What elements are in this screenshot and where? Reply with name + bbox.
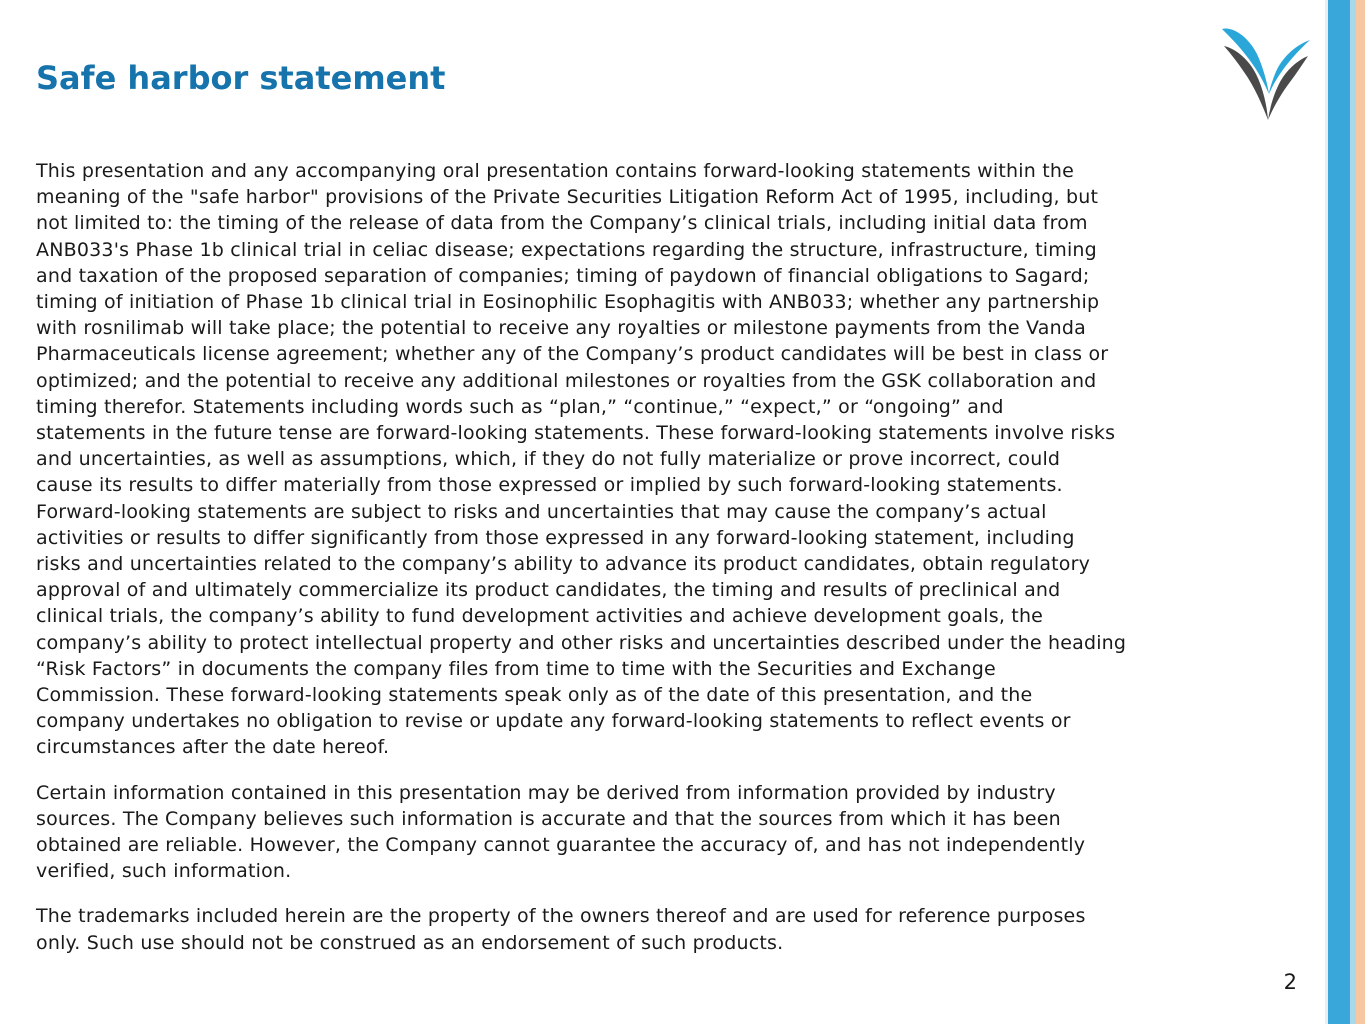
forward-looking-paragraph: This presentation and any accompanying oral presentation contains forward-looking statements within the meaning of the "safe harbor" provisions of the Private Securities Litigation Reform Act of 1995, including, but not limited to: the timing of the release of data from the Company’s clinical trials, including initial data from ANB033's Phase 1b clinical trial in celiac disease; expectations regarding the structure, infrastructure, timing and taxation of the proposed separation of companies; timing of paydown of financial obligations to Sagard; timing of initiation of Phase 1b clinical trial in Eosinophilic Esophagitis with ANB033; whether any partnership with rosnilimab will take place; the potential to receive any royalties or milestone payments from the Vanda Pharmaceuticals license agreement; whether any of the Company’s product candidates will be best in class or optimized; and the potential to receive any additional milestones or royalties from the GSK collaboration and timing therefor. Statements including words such as “plan,” “continue,” “expect,” or “ongoing” and statements in the future tense are forward-looking statements. These forward-looking statements involve risks and uncertainties, as well as assumptions, which, if they do not fully materialize or prove incorrect, could cause its results to differ materially from those expressed or implied by such forward-looking statements. Forward-looking statements are subject to risks and uncertainties that may cause the company’s actual activities or results to differ significantly from those expressed in any forward-looking statement, including risks and uncertainties related to the company’s ability to advance its product candidates, obtain regulatory approval of and ultimately commercialize its product candidates, the timing and results of preclinical and clinical trials, the company’s ability to fund development activities and achieve development goals, the company’s ability to protect intellectual property and other risks and uncertainties described under the heading “Risk Factors” in documents the company files from time to time with the Securities and Exchange Commission. These forward-looking statements speak only as of the date of this presentation, and the company undertakes no obligation to revise or update any forward-looking statements to reflect events or circumstances after the date hereof. [36,160,1127,759]
safe-harbor-body [36,158,1286,975]
trademarks-paragraph: The trademarks included herein are the property of the owners thereof and are used for reference purposes only. Such use should not be construed as an endorsement of such products. [36,905,1086,954]
edge-stripe-blue [1328,0,1350,1024]
v-wing-logo-icon [1218,22,1314,124]
slide-title: Safe harbor statement [36,59,446,97]
page-number: 2 [1283,970,1297,994]
industry-information-paragraph: Certain information contained in this presentation may be derived from information provided by industry sources. The Company believes such information is accurate and that the sources from which it has been obtained are reliable. However, the Company cannot guarantee the accuracy of, and has not independently verified, such information. [36,781,1086,883]
edge-stripe-peach [1356,0,1365,1024]
